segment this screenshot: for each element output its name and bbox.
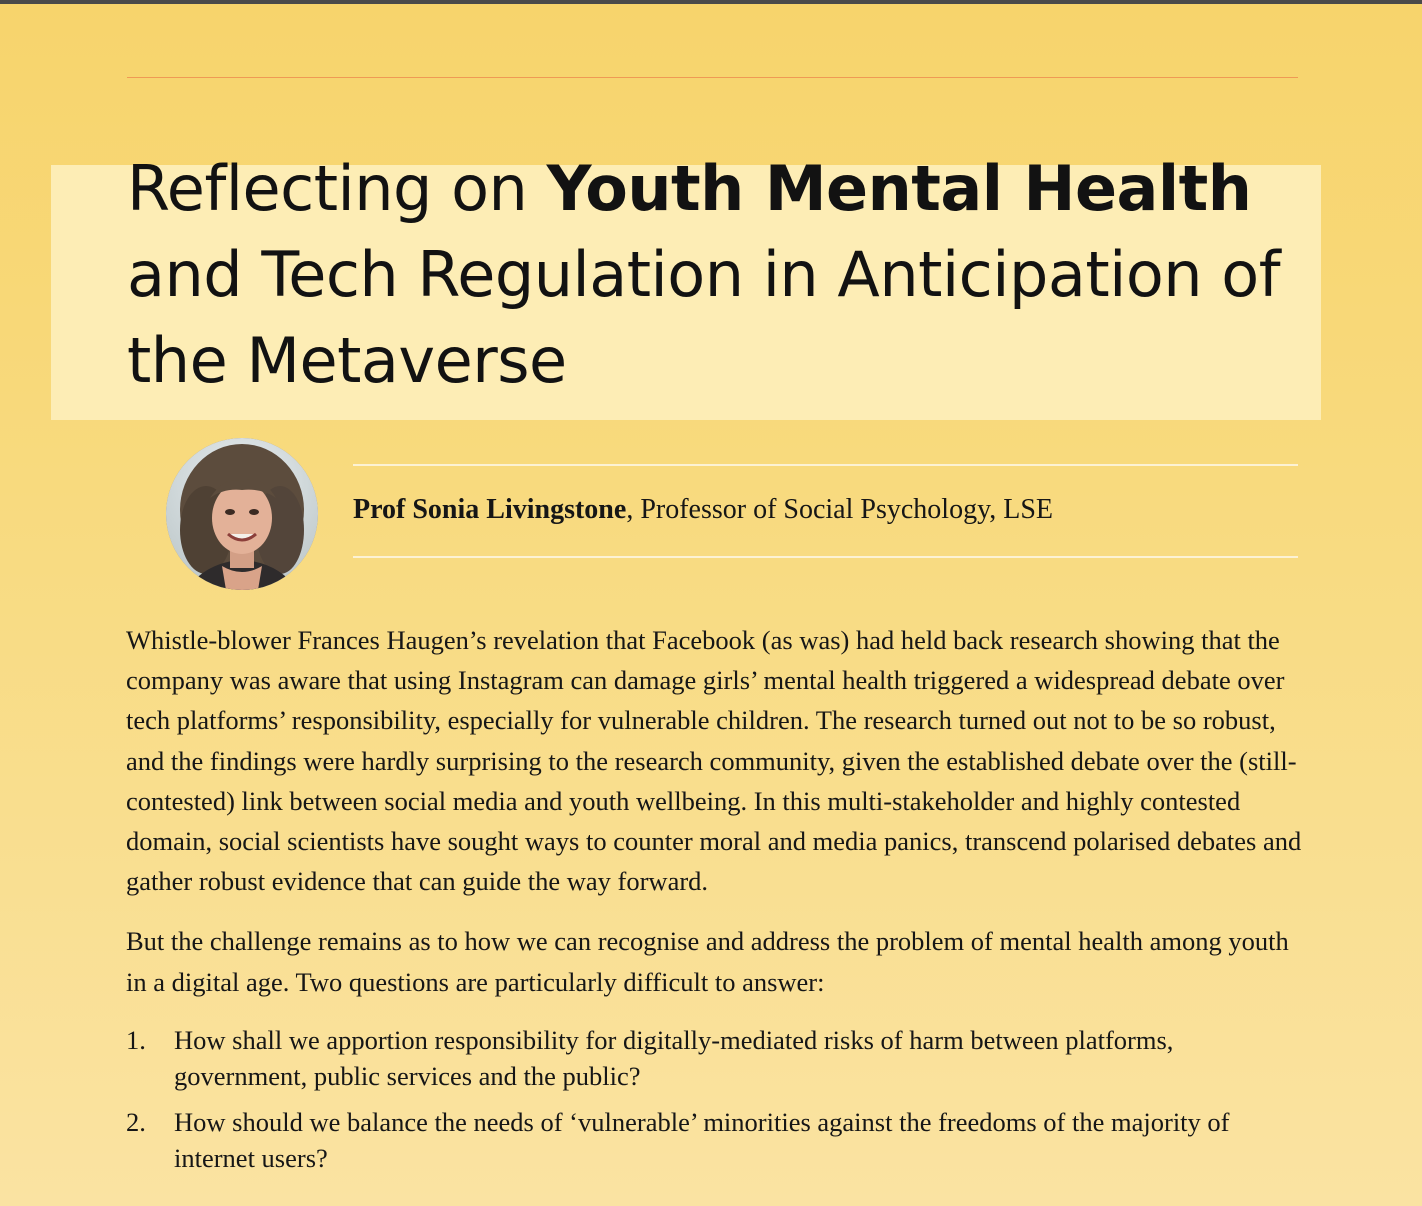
top-border <box>0 0 1422 4</box>
author-portrait-icon <box>166 438 318 590</box>
article-body <box>126 620 1306 1186</box>
title-bold-part-2: the Metaverse <box>127 324 567 397</box>
question-list <box>126 1022 1306 1176</box>
header-rule <box>127 77 1298 78</box>
author-rule-top <box>353 464 1298 466</box>
paragraph: Whistle-blower Frances Haugen’s revelation that Facebook (as was) had held back research showing that the company was aware that using Instagram can damage girls’ mental health triggered a widespread debate over tech platforms’ responsibility, especially for vulnerable children. The research turned out not to be so robust, and the findings were hardly surprising to the research community, given the established debate over the (still-contested) link between social media and youth wellbeing. In this multi-stakeholder and highly contested domain, social scientists have sought ways to counter moral and media panics, transcend polarised debates and gather robust evidence that can guide the way forward. <box>126 625 1302 897</box>
author-byline <box>353 492 1053 528</box>
author-role: , Professor of Social Psychology, LSE <box>626 494 1054 525</box>
list-item <box>126 1104 1306 1176</box>
list-number: 2. <box>126 1106 146 1137</box>
title-part-1: Reflecting on <box>127 152 547 225</box>
title-bold-part: Youth Mental Health <box>546 152 1252 225</box>
list-number: 1. <box>126 1024 146 1055</box>
list-text: How should we balance the needs of ‘vulnerable’ minorities against the freedoms of the majority of internet users? <box>174 1106 1230 1173</box>
paragraph: But the challenge remains as to how we can recognise and address the problem of mental health among youth in a digital age. Two questions are particularly difficult to answer: <box>126 926 1289 997</box>
author-name: Prof Sonia Livingstone <box>353 494 627 525</box>
list-item <box>126 1022 1306 1094</box>
article-title <box>127 146 1317 404</box>
list-text: How shall we apportion responsibility for digitally-mediated risks of harm between platforms, government, public services and the public? <box>174 1024 1174 1091</box>
title-part-2: and Tech Regulation in Anticipation of <box>127 238 1281 311</box>
author-rule-bottom <box>353 556 1298 558</box>
